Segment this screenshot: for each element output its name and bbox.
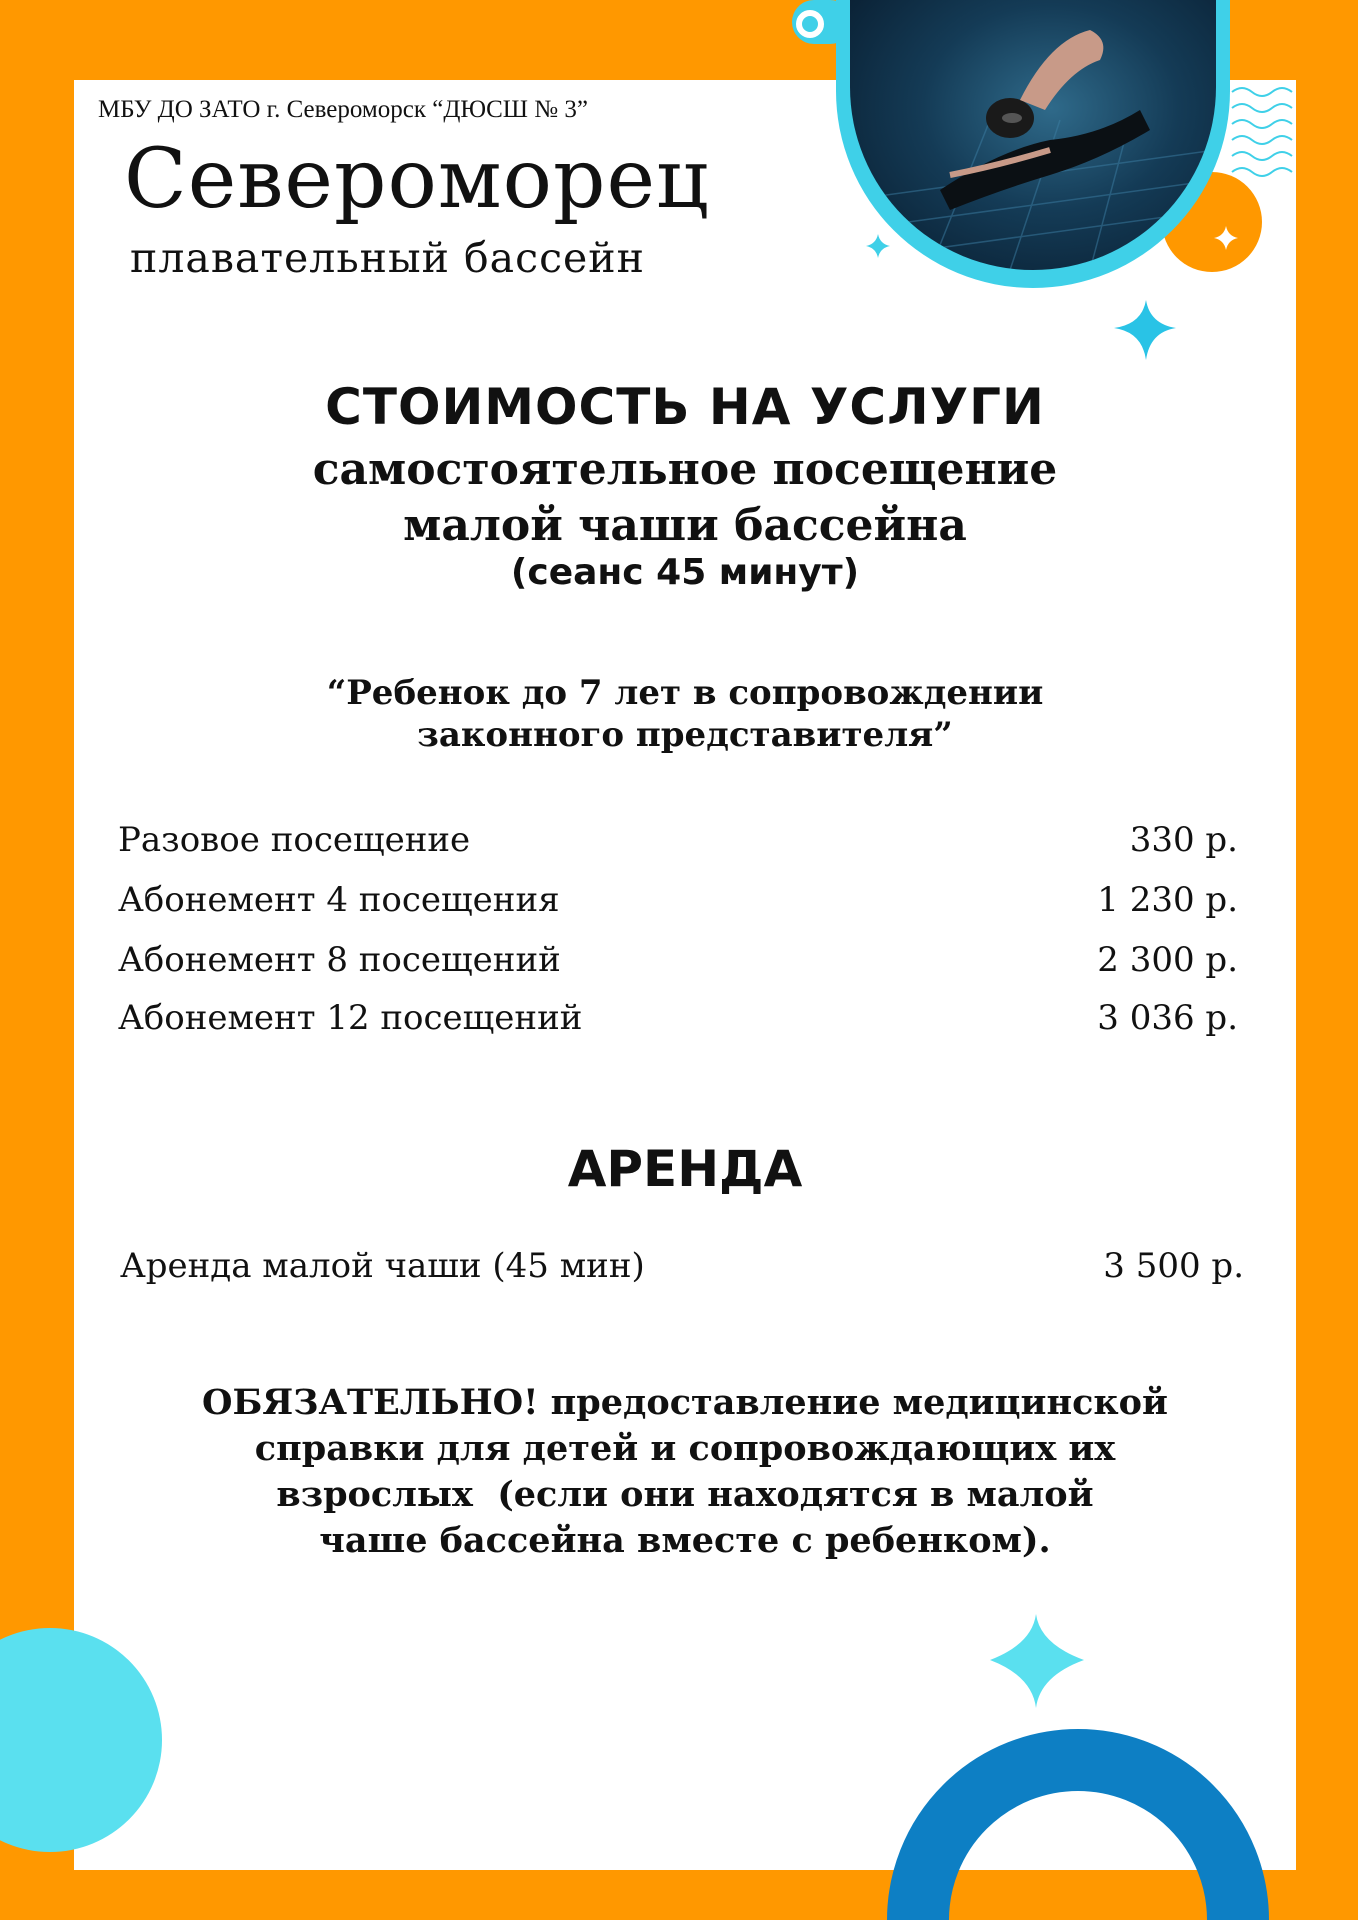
price-item-name: Абонемент 12 посещений <box>118 998 583 1038</box>
child-note <box>74 672 1296 756</box>
cyan-circle <box>0 1628 162 1852</box>
price-item-value: 330 р. <box>1129 820 1238 860</box>
child-note-line1: “Ребенок до 7 лет в сопровождении <box>326 673 1044 713</box>
brand-title: Североморец <box>124 132 710 227</box>
price-row <box>118 820 1238 860</box>
brand-subtitle: плавательный бассейн <box>130 234 645 282</box>
warning-line1: ОБЯЗАТЕЛЬНО! предоставление медицинской <box>202 1382 1168 1423</box>
services-subtitle-line2: малой чаши бассейна <box>403 500 967 551</box>
rent-row <box>120 1246 1244 1286</box>
warning-line3: взрослых (если они находятся в малой <box>276 1474 1094 1515</box>
medical-warning <box>74 1380 1296 1564</box>
warning-line4: чаше бассейна вместе с ребенком). <box>319 1520 1051 1561</box>
organization-name: МБУ ДО ЗАТО г. Североморск “ДЮСШ № 3” <box>98 96 588 123</box>
blue-arc <box>918 1760 1238 1920</box>
warning-line2: справки для детей и сопровождающих их <box>254 1428 1116 1469</box>
price-item-value: 1 230 р. <box>1097 880 1238 920</box>
price-row <box>118 880 1238 920</box>
sparkle-icon <box>990 1614 1084 1708</box>
price-row <box>118 940 1238 980</box>
price-item-value: 2 300 р. <box>1097 940 1238 980</box>
wave-lines <box>1232 88 1292 176</box>
price-item-name: Абонемент 8 посещений <box>118 940 561 980</box>
services-subtitle <box>74 442 1296 554</box>
price-row <box>118 998 1238 1038</box>
session-duration: (сеанс 45 минут) <box>510 552 860 593</box>
sparkle-icon <box>1114 300 1176 360</box>
rent-item-name: Аренда малой чаши (45 мин) <box>120 1246 645 1286</box>
child-note-line2: законного представителя” <box>417 715 953 755</box>
sparkle-icon <box>866 234 890 258</box>
rent-item-price: 3 500 р. <box>1103 1246 1244 1286</box>
price-item-name: Абонемент 4 посещения <box>118 880 560 920</box>
services-subtitle-line1: самостоятельное посещение <box>312 444 1058 495</box>
price-item-name: Разовое посещение <box>118 820 471 860</box>
services-title: СТОИМОСТЬ НА УСЛУГИ <box>325 378 1045 436</box>
price-item-value: 3 036 р. <box>1097 998 1238 1038</box>
rent-title: АРЕНДА <box>567 1140 803 1198</box>
